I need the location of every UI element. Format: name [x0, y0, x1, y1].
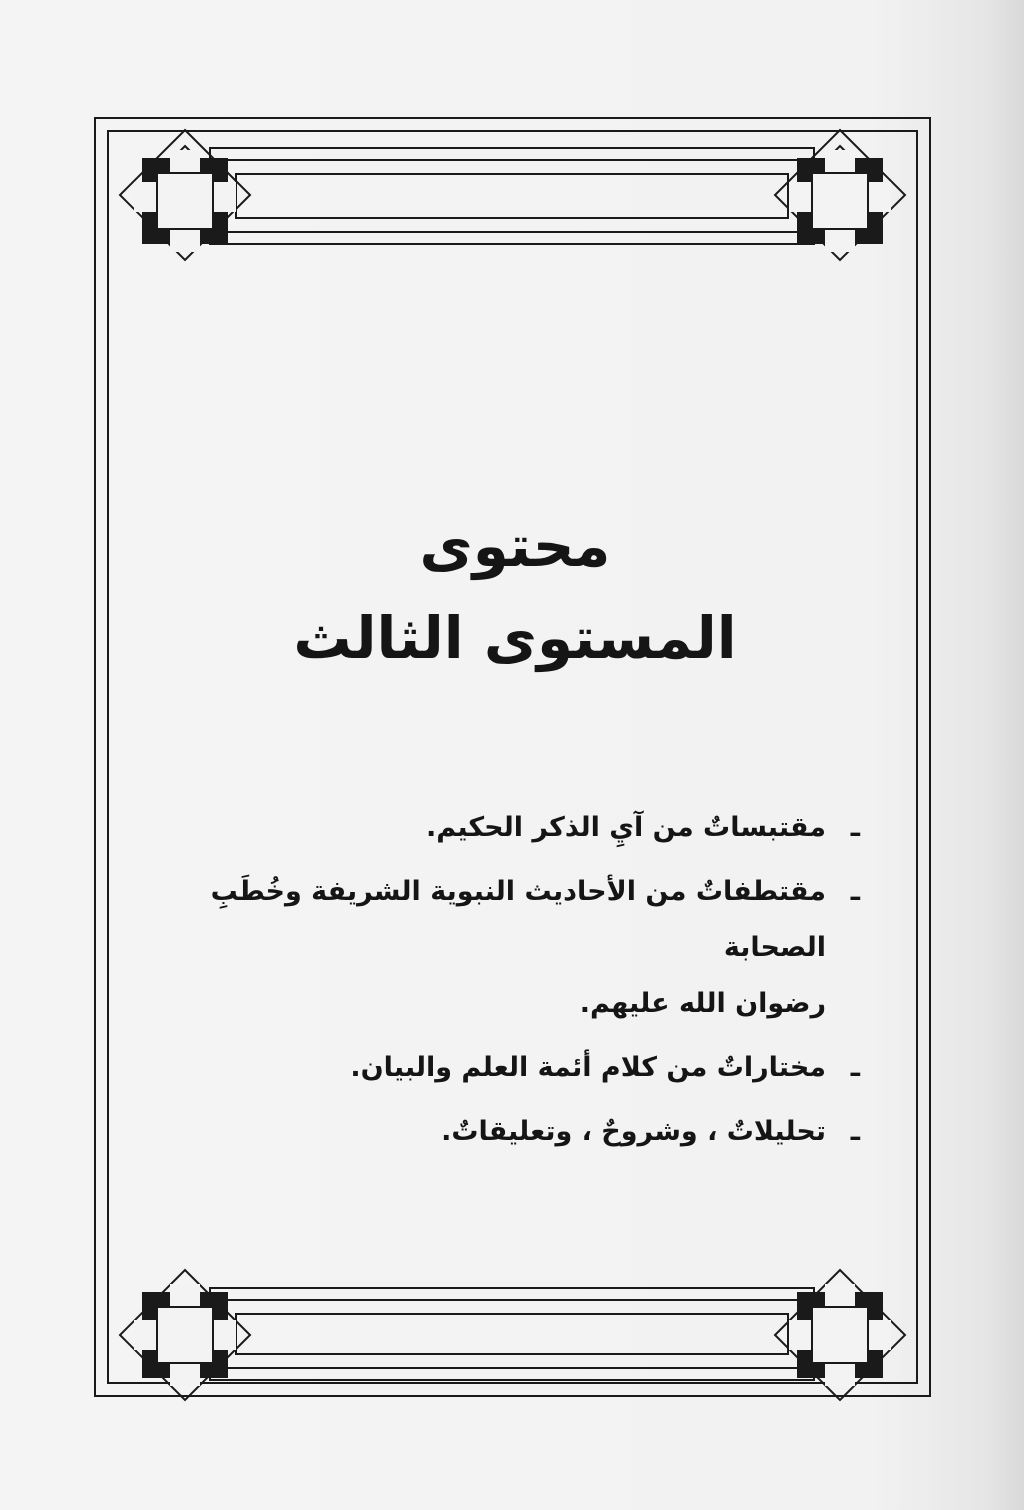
list-item-text: مختاراتٌ من كلام أئمة العلم والبيان.: [350, 1052, 826, 1083]
list-dash: ـ: [850, 876, 860, 907]
list-item-text: تحليلاتٌ ، وشروحٌ ، وتعليقاتٌ.: [441, 1116, 826, 1147]
corner-ornament-top-right: [775, 130, 905, 260]
title-line-2: المستوى الثالث: [293, 604, 737, 672]
page-content: [140, 500, 890, 1147]
page-title: [140, 500, 890, 684]
list-item-text: مقتبساتٌ من آيِ الذكر الحكيم.: [425, 812, 826, 843]
contents-list: [130, 800, 860, 1168]
title-line-1: محتوى: [419, 512, 611, 580]
corner-ornament-top-left: [120, 130, 250, 260]
list-item-text-continuation: رضوان الله عليهم.: [579, 988, 826, 1019]
list-item: [130, 1104, 860, 1160]
list-item-text: مقتطفاتٌ من الأحاديث النبوية الشريفة وخُطَبِ الصحابة: [210, 876, 826, 963]
list-item: [130, 800, 860, 856]
list-dash: ـ: [850, 812, 860, 843]
list-item: [130, 864, 860, 1032]
list-dash: ـ: [850, 1116, 860, 1147]
list-dash: ـ: [850, 1052, 860, 1083]
list-item: [130, 1040, 860, 1096]
